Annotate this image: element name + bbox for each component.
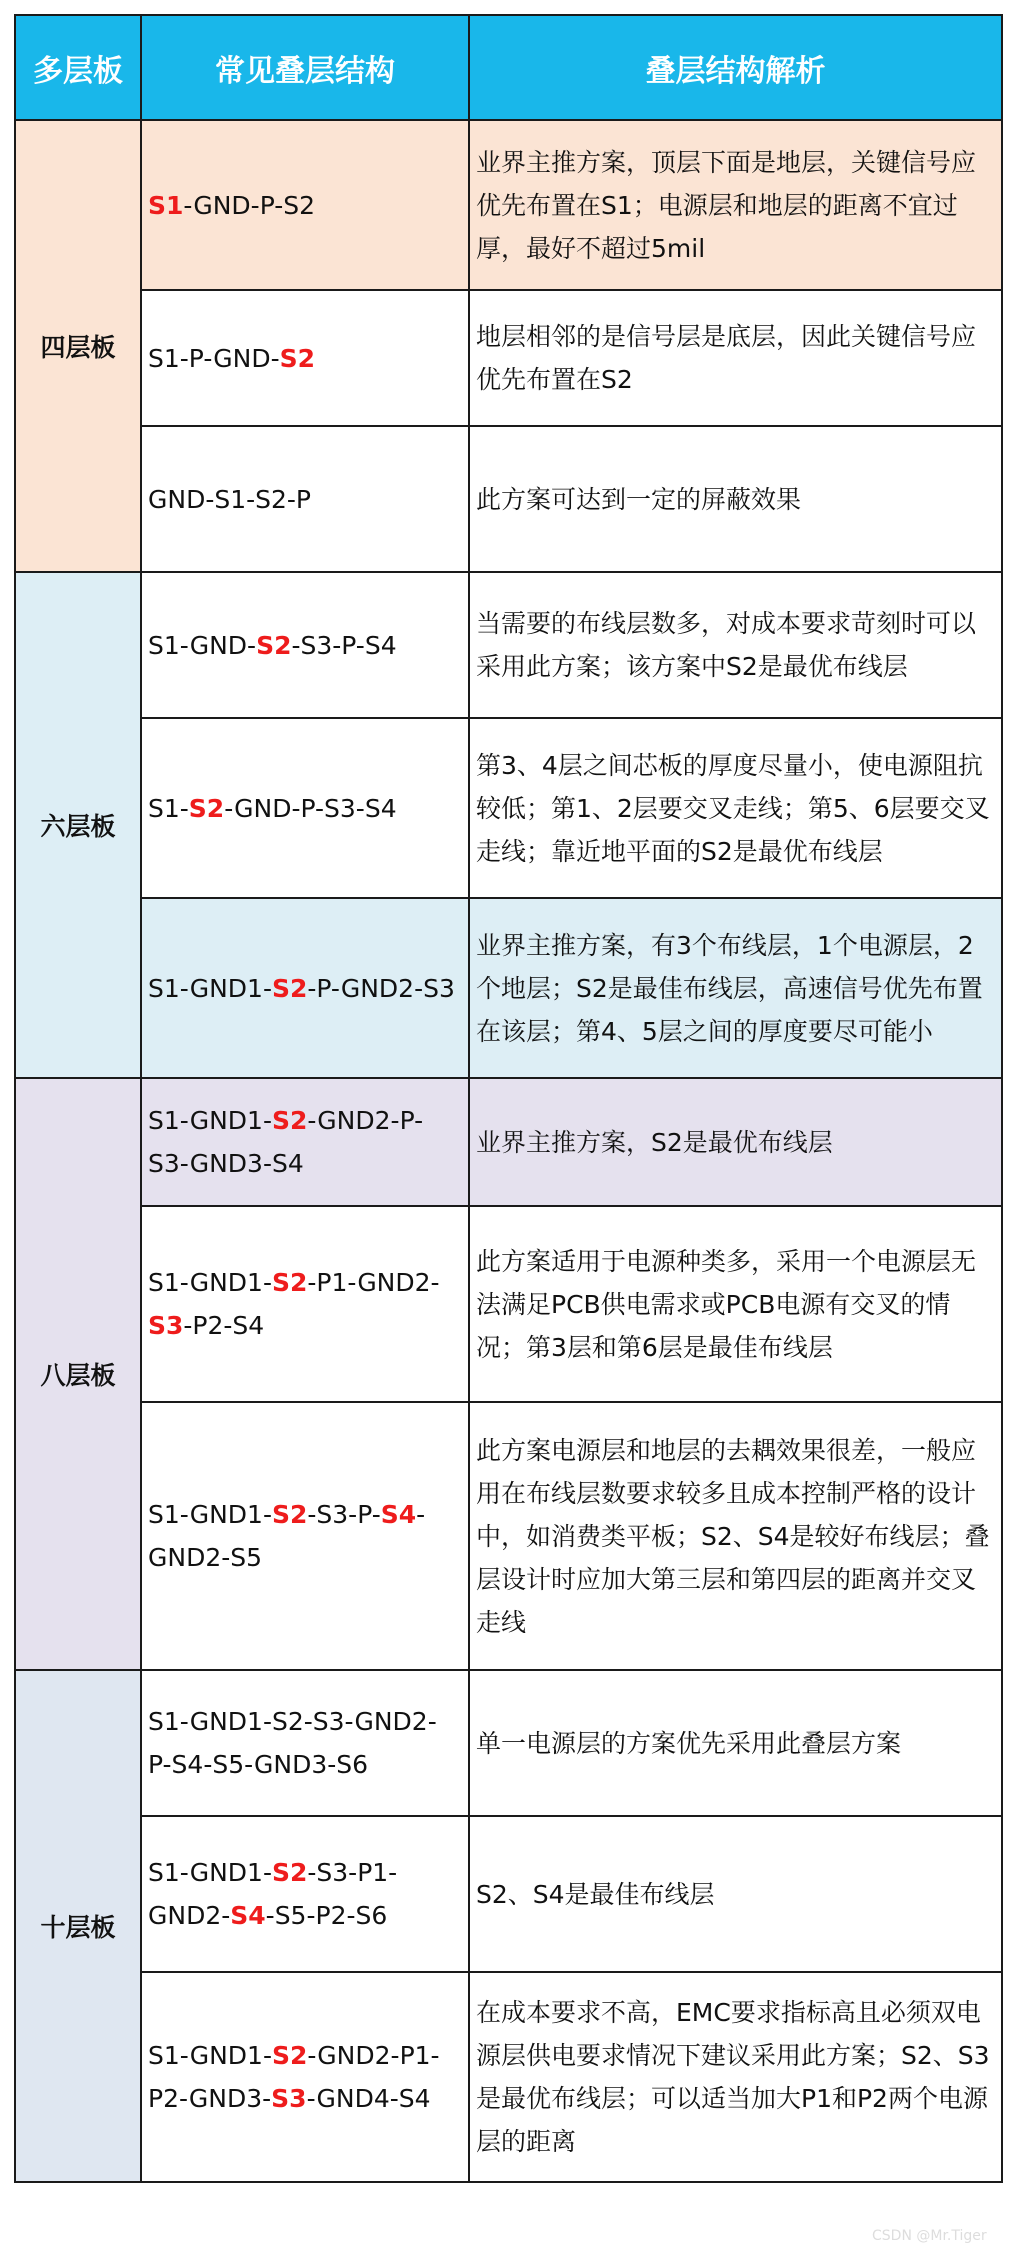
table-row <box>15 1402 1002 1670</box>
analysis-cell: 当需要的布线层数多，对成本要求苛刻时可以采用此方案；该方案中S2是最优布线层 <box>469 572 1002 718</box>
analysis-cell: 地层相邻的是信号层是底层，因此关键信号应优先布置在S2 <box>469 290 1002 426</box>
analysis-cell: 业界主推方案，顶层下面是地层，关键信号应优先布置在S1；电源层和地层的距离不宜过厚，最好不超过5mil <box>469 120 1002 290</box>
stackup-segment: S3 <box>423 973 455 1003</box>
stackup-cell <box>141 1670 469 1816</box>
table-row <box>15 120 1002 290</box>
analysis-cell: 此方案电源层和地层的去耦效果很差，一般应用在布线层数要求较多且成本控制严格的设计中，如消费类平板；S2、S4是较好布线层；叠层设计时应加大第三层和第四层的距离并交叉走线 <box>469 1402 1002 1670</box>
table-row <box>15 572 1002 718</box>
stackup-segment: S1-GND1- <box>148 2041 272 2070</box>
stackup-segment: -S3-P-S4 <box>291 630 397 660</box>
table-row <box>15 426 1002 572</box>
table-row <box>15 1206 1002 1402</box>
analysis-cell: 业界主推方案，S2是最优布线层 <box>469 1078 1002 1206</box>
watermark: CSDN @Mr.Tiger <box>872 2228 987 2244</box>
stackup-segment: P2-GND3- <box>148 2084 272 2113</box>
analysis-cell: S2、S4是最佳布线层 <box>469 1816 1002 1972</box>
stackup-segment: -S3-P1- <box>307 1858 399 1887</box>
analysis-cell: 此方案可达到一定的屏蔽效果 <box>469 426 1002 572</box>
stackup-segment: -S3-P- <box>307 1500 381 1529</box>
stackup-cell <box>141 1078 469 1206</box>
analysis-cell: 在成本要求不高，EMC要求指标高且必须双电源层供电要求情况下建议采用此方案；S2、S3是最优布线层；可以适当加大P1和P2两个电源层的距离 <box>469 1972 1002 2182</box>
table-row <box>15 1670 1002 1816</box>
stackup-cell <box>141 1972 469 2182</box>
stackup-segment: S1-GND1- <box>148 973 272 1003</box>
header-analysis: 叠层结构解析 <box>469 15 1002 120</box>
table-row <box>15 718 1002 898</box>
stackup-cell <box>141 426 469 572</box>
analysis-cell: 业界主推方案，有3个布线层，1个电源层，2个地层；S2是最佳布线层，高速信号优先布置在该层；第4、5层之间的厚度要尽可能小 <box>469 898 1002 1078</box>
highlight-layer: S2 <box>271 2041 308 2070</box>
stackup-segment: GND2- <box>148 1901 231 1930</box>
board-type-cell: 四层板 <box>15 120 141 572</box>
highlight-layer: S2 <box>271 973 308 1003</box>
stackup-segment: -P-GND2- <box>307 973 424 1003</box>
stackup-segment: -P1-GND2- <box>307 1268 440 1297</box>
highlight-layer: S3 <box>271 2084 307 2113</box>
analysis-cell: 第3、4层之间芯板的厚度尽量小，使电源阻抗较低；第1、2层要交叉走线；第5、6层要交叉走线；靠近地平面的S2是最优布线层 <box>469 718 1002 898</box>
highlight-layer: S2 <box>279 343 316 373</box>
stackup-segment: S1-GND1- <box>148 1500 272 1529</box>
table-row <box>15 290 1002 426</box>
stackup-segment: S1- <box>148 793 189 823</box>
board-type-cell: 八层板 <box>15 1078 141 1670</box>
header-board: 多层板 <box>15 15 141 120</box>
highlight-layer: S2 <box>188 793 225 823</box>
stackup-cell <box>141 1402 469 1670</box>
stackup-segment: -GND-P-S3-S4 <box>224 793 397 823</box>
stackup-table <box>14 14 1003 2183</box>
table-row <box>15 898 1002 1078</box>
stackup-segment: S3-GND3-S4 <box>148 1149 304 1178</box>
board-type-cell: 六层板 <box>15 572 141 1078</box>
stackup-segment: S1-GND- <box>148 630 257 660</box>
highlight-layer: S2 <box>271 1268 308 1297</box>
highlight-layer: S2 <box>271 1500 308 1529</box>
stackup-segment: S1-GND1-S2-S3-GND2- <box>148 1707 437 1736</box>
highlight-layer: S3 <box>148 1311 184 1340</box>
stackup-segment: S1-GND1- <box>148 1106 272 1135</box>
stackup-cell <box>141 1816 469 1972</box>
stackup-segment: S1-P-GND- <box>148 343 280 373</box>
stackup-cell <box>141 572 469 718</box>
highlight-layer: S2 <box>271 1106 308 1135</box>
highlight-layer: S4 <box>380 1500 417 1529</box>
analysis-cell: 单一电源层的方案优先采用此叠层方案 <box>469 1670 1002 1816</box>
highlight-layer: S2 <box>256 630 292 660</box>
stackup-segment: -GND-P-S2 <box>183 190 316 220</box>
stackup-cell <box>141 898 469 1078</box>
stackup-cell <box>141 1206 469 1402</box>
stackup-segment: -GND4-S4 <box>306 2084 431 2113</box>
table-row <box>15 1972 1002 2182</box>
highlight-layer: S2 <box>271 1858 308 1887</box>
stackup-cell <box>141 290 469 426</box>
stackup-segment: -GND2-P1- <box>307 2041 440 2070</box>
analysis-cell: 此方案适用于电源种类多，采用一个电源层无法满足PCB供电需求或PCB电源有交叉的情况；第3层和第6层是最佳布线层 <box>469 1206 1002 1402</box>
stackup-segment: GND-S1-S2-P <box>148 484 312 514</box>
stackup-segment: S1-GND1- <box>148 1268 272 1297</box>
header-row <box>15 15 1002 120</box>
stackup-cell <box>141 120 469 290</box>
stackup-cell <box>141 718 469 898</box>
stackup-segment: -P2-S4 <box>183 1311 265 1340</box>
stackup-segment: S1-GND1- <box>148 1858 272 1887</box>
stackup-segment: - <box>416 1500 427 1529</box>
stackup-segment: GND2-S5 <box>148 1543 263 1572</box>
stackup-segment: -GND2-P- <box>307 1106 424 1135</box>
highlight-layer: S4 <box>230 1901 266 1930</box>
stackup-segment: P-S4-S5-GND3-S6 <box>148 1750 369 1779</box>
highlight-layer: S1 <box>148 190 184 220</box>
table-row <box>15 1816 1002 1972</box>
table-row <box>15 1078 1002 1206</box>
stackup-segment: -S5-P2-S6 <box>265 1901 388 1930</box>
board-type-cell: 十层板 <box>15 1670 141 2182</box>
header-stack: 常见叠层结构 <box>141 15 469 120</box>
